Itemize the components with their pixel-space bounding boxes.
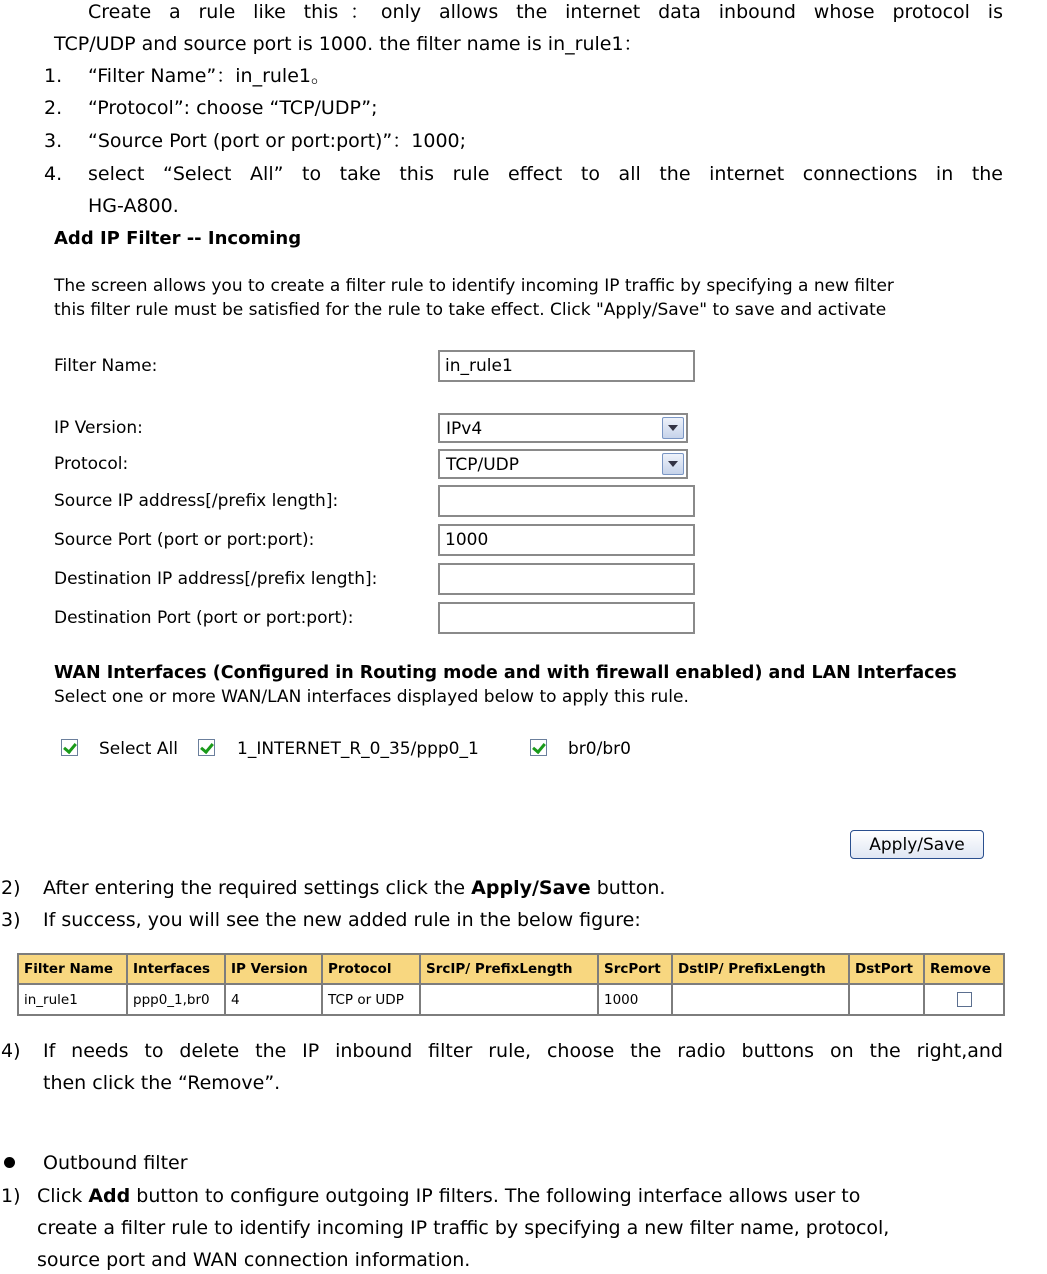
interface-2-label: br0/br0: [568, 739, 631, 759]
wan-interfaces-heading: WAN Interfaces (Configured in Routing mode and with firewall enabled) and LAN Interfaces: [54, 663, 957, 683]
column-header: IP Version: [225, 954, 322, 984]
column-header: SrcPort: [598, 954, 672, 984]
interface-2-checkbox[interactable]: [530, 739, 547, 756]
protocol-select[interactable]: [438, 449, 688, 479]
column-header: SrcIP/ PrefixLength: [420, 954, 598, 984]
ip-version-select[interactable]: [438, 413, 688, 443]
table-row: [18, 984, 1004, 1015]
step-3-text: “Source Port (port or port:port)”：1000;: [88, 130, 467, 152]
table-cell: 1000: [598, 984, 672, 1015]
column-header: Remove: [924, 954, 1004, 984]
outbound-heading: Outbound filter: [43, 1152, 188, 1174]
step-1-number: 1.: [44, 65, 63, 87]
table-cell: 4: [225, 984, 322, 1015]
table-cell: in_rule1: [18, 984, 127, 1015]
destination-port-input[interactable]: [438, 602, 695, 634]
wan-interfaces-description: Select one or more WAN/LAN interfaces displayed below to apply this rule.: [54, 687, 689, 707]
add-emphasis: Add: [88, 1185, 131, 1207]
column-header: DstIP/ PrefixLength: [672, 954, 849, 984]
step-2-text: “Protocol”: choose “TCP/UDP”;: [88, 97, 378, 119]
select-all-label: Select All: [99, 739, 178, 759]
source-port-label: Source Port (port or port:port):: [54, 530, 315, 550]
apply-save-button[interactable]: Apply/Save: [850, 830, 984, 859]
protocol-value: TCP/UDP: [446, 455, 520, 475]
outbound-line-1: Click Add button to configure outgoing IP filters. The following interface allows user to: [37, 1185, 861, 1207]
interface-1-label: 1_INTERNET_R_0_35/ppp0_1: [237, 739, 479, 759]
filter-name-label: Filter Name:: [54, 356, 158, 376]
bullet-icon: [4, 1157, 15, 1168]
filter-name-input[interactable]: [438, 350, 695, 382]
ip-version-value: IPv4: [446, 419, 483, 439]
column-header: Interfaces: [127, 954, 225, 984]
outbound-line-3: source port and WAN connection information.: [37, 1249, 471, 1271]
table-cell: TCP or UDP: [322, 984, 420, 1015]
select-all-checkbox[interactable]: [61, 739, 78, 756]
step-2-after-number: 2): [1, 877, 21, 899]
step-2-after-text: After entering the required settings click the Apply/Save button.: [43, 877, 666, 899]
panel-description-line-2: this filter rule must be satisfied for the rule to take effect. Click "Apply/Save" to save and activate: [54, 300, 887, 320]
inbound-rules-table: [17, 953, 1005, 1016]
ip-version-label: IP Version:: [54, 418, 143, 438]
remove-checkbox[interactable]: [957, 992, 972, 1007]
step-4-continuation: HG-A800.: [88, 195, 179, 217]
step-4-text: select “Select All” to take this rule effect to all the internet connections in the: [88, 163, 1003, 185]
step-2-number: 2.: [44, 97, 63, 119]
step-4-after-line-1: If needs to delete the IP inbound filter rule, choose the radio buttons on the right,and: [43, 1040, 1003, 1062]
destination-ip-label: Destination IP address[/prefix length]:: [54, 569, 378, 589]
step-4-number: 4.: [44, 163, 63, 185]
interface-1-checkbox[interactable]: [198, 739, 215, 756]
source-port-input[interactable]: [438, 524, 695, 556]
table-header-row: [18, 954, 1004, 984]
protocol-label: Protocol:: [54, 454, 129, 474]
column-header: Filter Name: [18, 954, 127, 984]
panel-title: Add IP Filter -- Incoming: [54, 228, 302, 249]
step-3-number: 3.: [44, 130, 63, 152]
intro-line-2: TCP/UDP and source port is 1000. the filter name is in_rule1：: [54, 33, 643, 55]
step-3-after-number: 3): [1, 909, 21, 931]
intro-line-1: Create a rule like this：only allows the internet data inbound whose protocol is: [88, 1, 1003, 23]
chevron-down-icon: [662, 453, 684, 475]
destination-port-label: Destination Port (port or port:port):: [54, 608, 354, 628]
table-cell: [849, 984, 924, 1015]
chevron-down-icon: [662, 417, 684, 439]
apply-save-emphasis: Apply/Save: [471, 877, 591, 899]
outbound-line-2: create a filter rule to identify incoming IP traffic by specifying a new filter name, protocol,: [37, 1217, 890, 1239]
step-4-after-line-2: then click the “Remove”.: [43, 1072, 281, 1094]
table-cell: [672, 984, 849, 1015]
table-cell: ppp0_1,br0: [127, 984, 225, 1015]
column-header: DstPort: [849, 954, 924, 984]
source-ip-input[interactable]: [438, 485, 695, 517]
step-1-text: “Filter Name”：in_rule1。: [88, 65, 330, 87]
destination-ip-input[interactable]: [438, 563, 695, 595]
table-cell: [420, 984, 598, 1015]
source-ip-label: Source IP address[/prefix length]:: [54, 491, 339, 511]
step-4-after-number: 4): [1, 1040, 21, 1062]
outbound-step-number: 1): [1, 1185, 21, 1207]
remove-cell: [924, 984, 1004, 1015]
step-3-after-text: If success, you will see the new added rule in the below figure:: [43, 909, 641, 931]
panel-description-line-1: The screen allows you to create a filter rule to identify incoming IP traffic by specifying a new filter: [54, 276, 894, 296]
column-header: Protocol: [322, 954, 420, 984]
